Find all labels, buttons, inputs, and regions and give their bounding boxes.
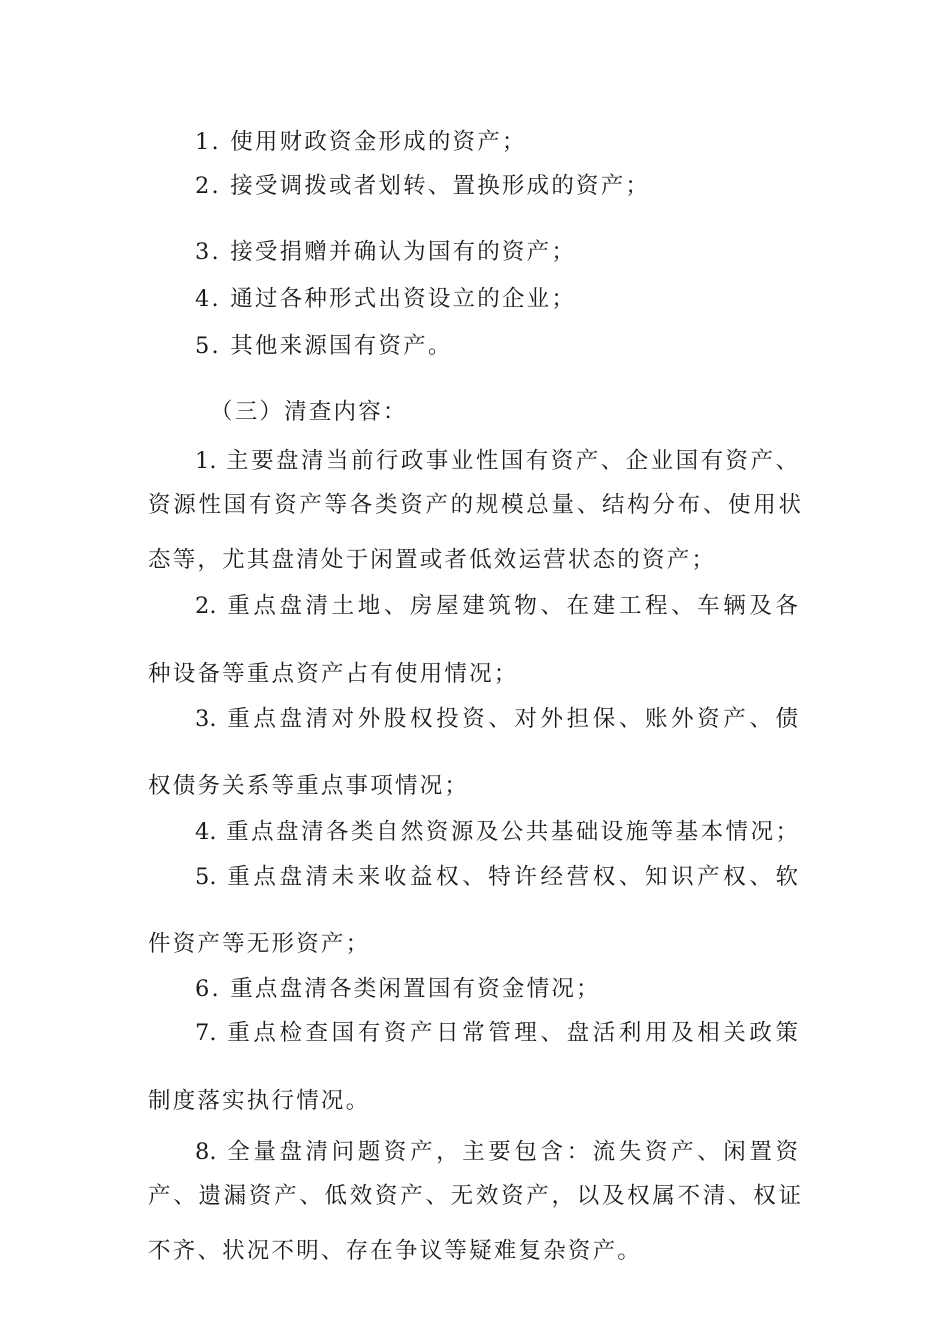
paragraph-line: 7. 重点检查国有资产日常管理、盘活利用及相关政策	[195, 1020, 798, 1046]
list-item: 4. 通过各种形式出资设立的企业；	[195, 286, 577, 312]
list-item: 5. 其他来源国有资产。	[195, 333, 453, 359]
paragraph-line: 2. 重点盘清土地、房屋建筑物、在建工程、车辆及各	[195, 593, 798, 619]
list-item: 1. 使用财政资金形成的资产；	[195, 129, 527, 155]
paragraph-line: 3. 重点盘清对外股权投资、对外担保、账外资产、债	[195, 706, 798, 732]
paragraph-line: 种设备等重点资产占有使用情况；	[148, 661, 519, 687]
paragraph-line: 态等，尤其盘清处于闲置或者低效运营状态的资产；	[148, 547, 717, 573]
paragraph-line: 件资产等无形资产；	[148, 931, 371, 957]
paragraph-line: 5. 重点盘清未来收益权、特许经营权、知识产权、软	[195, 864, 798, 890]
list-item: 3. 接受捐赠并确认为国有的资产；	[195, 239, 577, 265]
paragraph-line: 产、遗漏资产、低效资产、无效资产，以及权属不清、权证	[148, 1183, 801, 1209]
paragraph-line: 4. 重点盘清各类自然资源及公共基础设施等基本情况；	[195, 819, 798, 845]
paragraph-line: 8. 全量盘清问题资产，主要包含：流失资产、闲置资	[195, 1139, 798, 1165]
paragraph-line: 1. 主要盘清当前行政事业性国有资产、企业国有资产、	[195, 448, 798, 474]
paragraph-line: 制度落实执行情况。	[148, 1088, 371, 1114]
section-heading: （三）清查内容：	[210, 399, 408, 425]
paragraph-line: 不齐、状况不明、存在争议等疑难复杂资产。	[148, 1238, 643, 1264]
list-item: 2. 接受调拨或者划转、置换形成的资产；	[195, 173, 651, 199]
paragraph-line: 资源性国有资产等各类资产的规模总量、结构分布、使用状	[148, 492, 801, 518]
paragraph-line: 权债务关系等重点事项情况；	[148, 773, 470, 799]
paragraph-line: 6. 重点盘清各类闲置国有资金情况；	[195, 976, 601, 1002]
